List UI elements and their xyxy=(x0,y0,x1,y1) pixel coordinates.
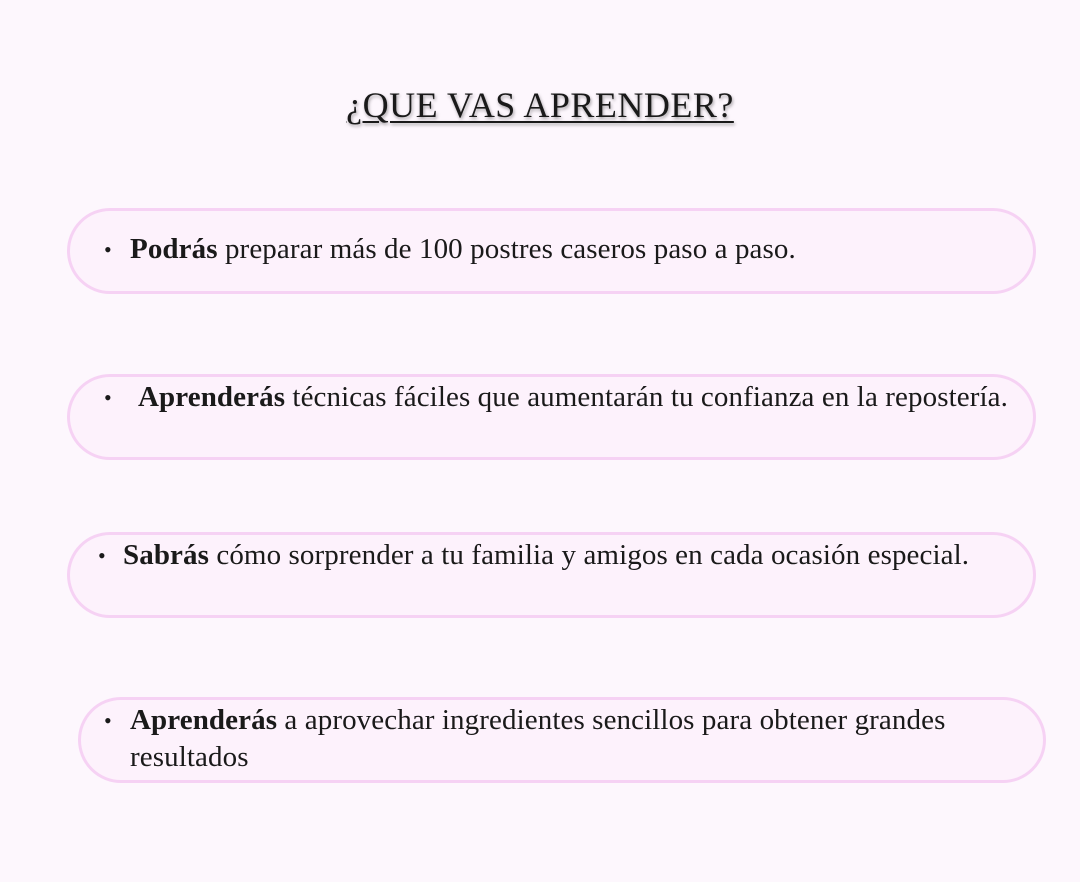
benefit-text xyxy=(123,537,993,574)
benefit-keyword: Sabrás xyxy=(123,539,210,571)
benefit-description: preparar más de 100 postres caseros paso a paso. xyxy=(217,233,796,265)
benefit-keyword: Aprenderás xyxy=(130,704,278,736)
benefit-description: cómo sorprender a tu familia y amigos en cada ocasión especial. xyxy=(209,539,970,571)
benefit-keyword: Aprenderás xyxy=(138,381,286,413)
benefit-description: técnicas fáciles que aumentarán tu confianza en la repostería. xyxy=(285,381,1008,413)
benefit-text xyxy=(130,231,1010,268)
bullet-icon: • xyxy=(104,237,112,262)
bullet-icon: • xyxy=(98,543,106,568)
benefit-text xyxy=(130,702,990,776)
benefit-text xyxy=(130,379,1010,416)
benefit-keyword: Podrás xyxy=(130,233,218,265)
benefit-description: a aprovechar ingredientes sencillos para obtener grandes resultados xyxy=(130,704,946,773)
bullet-icon: • xyxy=(104,708,112,733)
page-title: ¿QUE VAS APRENDER? xyxy=(346,85,734,125)
bullet-icon: • xyxy=(104,385,112,410)
